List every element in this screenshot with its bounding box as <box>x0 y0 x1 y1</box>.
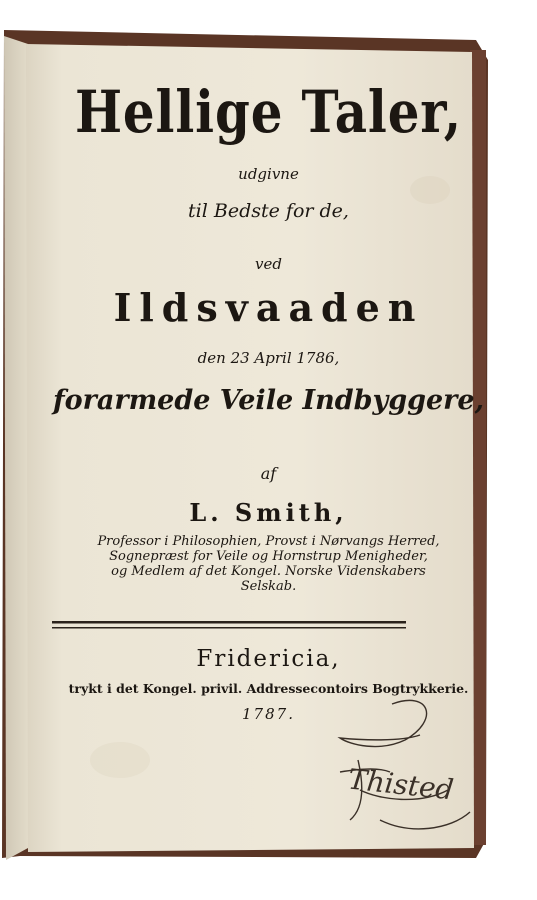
author-name: L. Smith, <box>189 498 348 527</box>
left-page-edge <box>4 36 28 860</box>
author-title-line: Sognepræst for Veile og Hornstrup Menigheder, <box>109 549 428 564</box>
imprint-year: 1787. <box>242 705 295 723</box>
paper-stain <box>90 742 150 778</box>
double-rule-top <box>52 621 406 624</box>
handwritten-signature: Thisted <box>346 762 456 807</box>
line-date: den 23 April 1786, <box>197 349 340 367</box>
line-forarmede: forarmede Veile Indbyggere, <box>53 385 484 416</box>
imprint-place: Fridericia, <box>196 646 341 672</box>
book-title: Hellige Taler, <box>74 78 463 146</box>
line-ved: ved <box>255 255 282 273</box>
imprint-printer: trykt i det Kongel. privil. Addressecontoirs Bogtrykkerie. <box>68 681 469 696</box>
author-title-line: Professor i Philosophien, Provst i Nørvangs Herred, <box>97 534 440 549</box>
double-rule-bottom <box>52 627 406 629</box>
line-af: af <box>260 464 277 483</box>
author-title-line: Selskab. <box>240 579 297 594</box>
author-title-line: og Medlem af det Kongel. Norske Videnskabers <box>111 564 426 579</box>
line-bedste: til Bedste for de, <box>188 200 349 222</box>
line-udgivne: udgivne <box>238 165 299 183</box>
line-ildsvaaden: Ildsvaaden <box>113 285 424 330</box>
